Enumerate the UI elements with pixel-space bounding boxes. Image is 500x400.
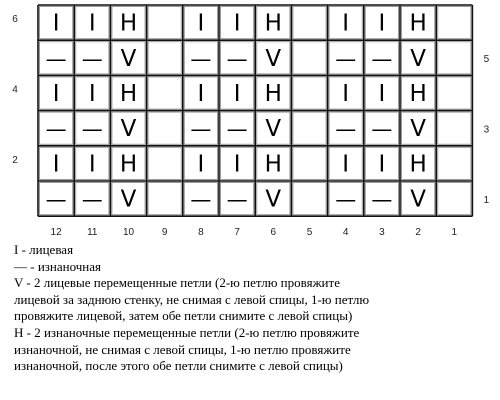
grid-cell [438, 112, 471, 144]
stitch-symbol: I [342, 151, 350, 178]
stitch-symbol: — [45, 46, 67, 71]
column-label: 7 [234, 227, 240, 239]
column-label: 3 [379, 227, 385, 239]
stitch-symbol: — [190, 117, 212, 142]
stitch-symbol: V [120, 116, 137, 143]
grid-cell [293, 7, 326, 39]
stitch-symbol: H [409, 151, 427, 178]
stitch-symbol: — [335, 117, 357, 142]
stitch-symbol: — [371, 46, 393, 71]
stitch-symbol: H [409, 81, 427, 107]
legend-line: лицевой за заднюю стенку, не снимая с левой спицы, 1-ю петлю [14, 291, 370, 307]
grid-cell [438, 183, 471, 215]
grid-cell [293, 77, 326, 109]
grid-cell [148, 112, 181, 144]
stitch-symbol: — [371, 117, 393, 142]
grid-cell [148, 183, 181, 215]
stitch-symbol: V [120, 45, 137, 72]
stitch-symbol: H [119, 10, 138, 37]
grid-cell [293, 183, 326, 215]
column-label: 5 [306, 227, 313, 239]
stitch-symbol: V [265, 116, 282, 143]
column-label: 9 [161, 227, 168, 239]
legend-line: Н - 2 изнаночные перемещенные петли (2-ю петлю провяжите [14, 324, 360, 340]
stitch-symbol: V [410, 116, 426, 143]
stitch-symbol: H [119, 151, 138, 178]
grid-cell [148, 77, 181, 109]
stitch-symbol: — [190, 46, 212, 71]
stitch-symbol: H [264, 151, 282, 178]
grid-cell [148, 42, 181, 74]
stitch-symbol: — [81, 46, 103, 71]
stitch-symbol: V [410, 186, 426, 213]
stitch-symbol: — [226, 46, 248, 71]
stitch-symbol: I [52, 81, 60, 107]
grid-cell [148, 7, 181, 39]
stitch-symbol: — [371, 187, 393, 212]
stitch-symbol: — [335, 187, 357, 212]
stitch-symbol: V [410, 45, 426, 72]
stitch-symbol: I [233, 10, 241, 37]
stitch-symbol: I [197, 10, 205, 37]
stitch-symbol: H [409, 10, 427, 37]
row-label-right: 1 [483, 195, 490, 206]
stitch-symbol: I [197, 81, 205, 107]
row-label-left: 4 [12, 84, 18, 96]
column-label: 4 [342, 227, 349, 239]
stitch-symbol: I [52, 10, 60, 37]
stitch-symbol: H [264, 10, 282, 37]
grid-cell [293, 42, 326, 74]
row-label-left: 6 [12, 14, 18, 25]
legend-line: V - 2 лицевые перемещенные петли (2-ю петлю провяжите [14, 275, 340, 291]
stitch-symbol: — [45, 187, 67, 212]
column-label: 11 [87, 227, 98, 239]
column-label: 12 [50, 227, 62, 239]
stitch-symbol: I [233, 81, 241, 107]
column-label: 10 [122, 227, 135, 239]
stitch-symbol: H [264, 81, 282, 107]
symbol-legend [14, 242, 500, 375]
legend-line: I - лицевая [14, 242, 74, 257]
stitch-symbol: — [45, 117, 67, 142]
column-label: 8 [198, 227, 204, 239]
row-label-left: 2 [12, 154, 18, 166]
stitch-symbol: — [190, 187, 212, 212]
grid-cell [438, 77, 471, 109]
stitch-symbol: V [265, 186, 282, 213]
legend-line: изнаночной, после этого обе петли снимите с левой спицы) [14, 358, 343, 374]
row-label-right: 5 [483, 54, 490, 66]
stitch-symbol: — [226, 187, 248, 212]
stitch-symbol: I [378, 81, 386, 107]
stitch-symbol: H [119, 81, 138, 107]
stitch-symbol: I [88, 10, 96, 37]
grid-cell [438, 147, 471, 179]
stitch-symbol: I [378, 10, 386, 37]
stitch-symbol: — [81, 117, 103, 142]
grid-cell [293, 112, 326, 144]
stitch-symbol: V [120, 186, 137, 213]
stitch-symbol: I [233, 151, 241, 178]
stitch-symbol: I [88, 81, 96, 107]
legend-line: изнаночной, не снимая с левой спицы, 1-ю петлю провяжите [14, 341, 351, 357]
stitch-symbol: — [81, 187, 103, 212]
stitch-symbol: I [52, 151, 60, 178]
column-label: 2 [415, 227, 421, 239]
stitch-symbol: I [197, 151, 205, 178]
grid-cell [438, 7, 471, 39]
grid-cell [293, 147, 326, 179]
grid-cell [438, 42, 471, 74]
grid-cell [148, 147, 181, 179]
legend-line: — - изнаночная [14, 258, 102, 274]
stitch-symbol: I [378, 151, 386, 178]
row-label-right: 3 [483, 124, 490, 136]
stitch-symbol: — [226, 117, 248, 142]
stitch-symbol: I [342, 10, 350, 37]
column-label: 1 [451, 227, 458, 239]
legend-line: провяжите лицевой, затем обе петли снимите с левой спицы) [14, 308, 353, 324]
stitch-symbol: I [88, 151, 96, 178]
stitch-symbol: V [265, 45, 282, 72]
column-label: 6 [270, 227, 277, 239]
stitch-symbol: — [335, 46, 357, 71]
stitch-symbol: I [342, 81, 350, 107]
